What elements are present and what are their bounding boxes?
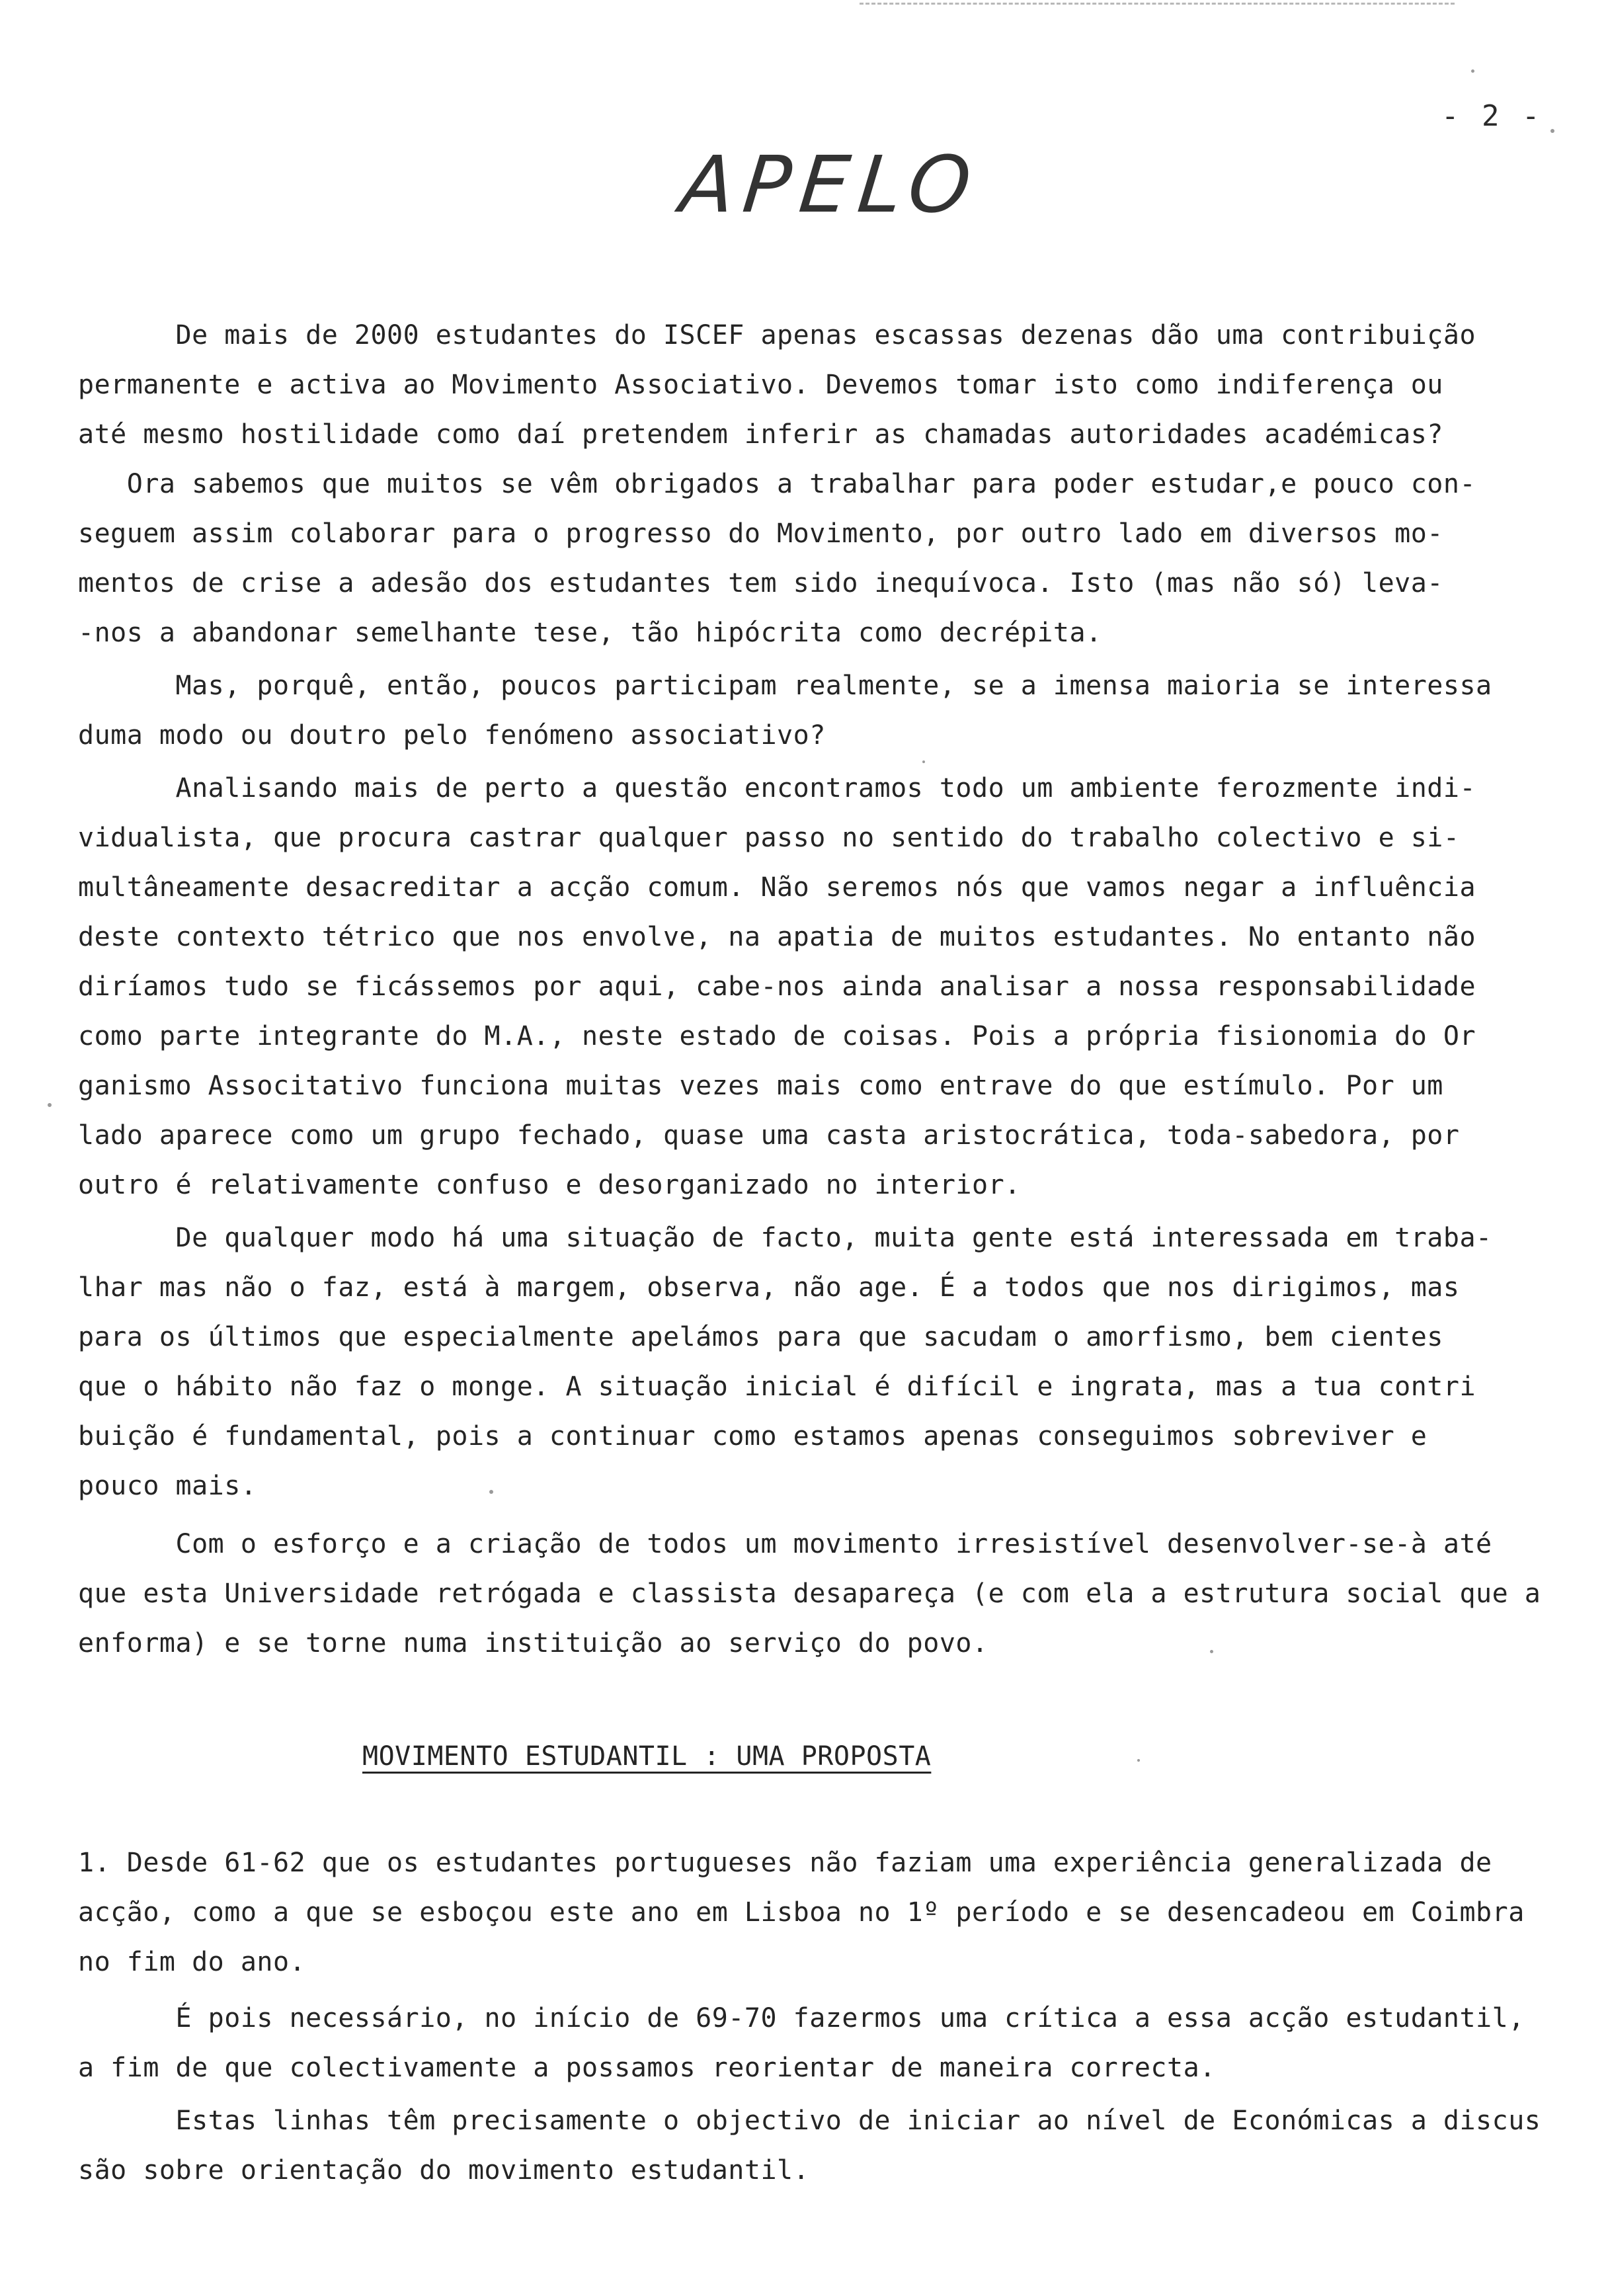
page-number: - 2 - bbox=[1441, 99, 1543, 133]
section-paragraph-2: É pois necessário, no início de 69-70 fazermos uma crítica a essa acção estudantil, a fim de que colectivamente a possamos reorientar de maneira correcta. bbox=[78, 2003, 1525, 2083]
scan-speck bbox=[489, 1490, 493, 1494]
scan-speck bbox=[1210, 1650, 1213, 1653]
top-edge-artifact bbox=[860, 3, 1455, 5]
scan-speck bbox=[1471, 69, 1474, 73]
scan-speck bbox=[1550, 129, 1554, 133]
page-title: APELO bbox=[676, 139, 985, 230]
appeal-paragraph-5: Com o esforço e a criação de todos um movimento irresistível desenvolver-se-à até que esta Universidade retrógada e classista desapareça (e com ela a estrutura social que a enforma) e se torne numa instituição ao serviço do povo. bbox=[78, 1529, 1541, 1659]
scan-speck bbox=[1137, 1759, 1140, 1762]
section-heading: MOVIMENTO ESTUDANTIL : UMA PROPOSTA bbox=[362, 1741, 932, 1772]
appeal-paragraph-4: De qualquer modo há uma situação de facto, muita gente está interessada em traba- lhar mas não o faz, está à margem, observa, não age. É a todos que nos dirigimos, mas para os últimos que especialmente apelámos para que sacudam o amorfismo, bem cientes que o hábito não faz o monge. A situação inicial é difícil e ingrata, mas a tua contri buição é fundamental, pois a continuar como estamos apenas conseguimos sobreviver e pouco mais. bbox=[78, 1223, 1492, 1501]
appeal-paragraph-2: Mas, porquê, então, poucos participam realmente, se a imensa maioria se interessa duma modo ou doutro pelo fenómeno associativo? bbox=[78, 671, 1492, 751]
appeal-paragraph-1: De mais de 2000 estudantes do ISCEF apenas escassas dezenas dão uma contribuição permanente e activa ao Movimento Associativo. Devemos tomar isto como indiferença ou até mesmo hostilidade como daí pretendem inferir as chamadas autoridades académicas? Ora sabemos que muitos se vêm obrigados a trabalhar para poder estudar,e pouco con- seguem assim colaborar para o progresso do Movimento, por outro lado em diversos mo- mentos de crise a adesão dos estudantes tem sido inequívoca. Isto (mas não só) leva- -nos a abandonar semelhante tese, tão hipócrita como decrépita. bbox=[78, 320, 1476, 648]
section-paragraph-3: Estas linhas têm precisamente o objectivo de iniciar ao nível de Económicas a discus são sobre orientação do movimento estudantil. bbox=[78, 2106, 1541, 2186]
appeal-paragraph-3: Analisando mais de perto a questão encontramos todo um ambiente ferozmente indi- vidualista, que procura castrar qualquer passo no sentido do trabalho colectivo e si- multâneamente desacreditar a acção comum. Não seremos nós que vamos negar a influência deste contexto tétrico que nos envolve, na apatia de muitos estudantes. No entanto não diríamos tudo se ficássemos por aqui, cabe-nos ainda analisar a nossa responsabilidade como parte integrante do M.A., neste estado de coisas. Pois a própria fisionomia do Or ganismo Associtativo funciona muitas vezes mais como entrave do que estímulo. Por um lado aparece como um grupo fechado, quase uma casta aristocrática, toda-sabedora, por outro é relativamente confuso e desorganizado no interior. bbox=[78, 773, 1476, 1200]
scan-speck bbox=[48, 1103, 52, 1107]
scan-speck bbox=[922, 760, 925, 763]
section-paragraph-1: 1. Desde 61-62 que os estudantes portugueses não faziam uma experiência generalizada de acção, como a que se esboçou este ano em Lisboa no 1º período e se desencadeou em Coimbra no fim do ano. bbox=[78, 1848, 1525, 1977]
